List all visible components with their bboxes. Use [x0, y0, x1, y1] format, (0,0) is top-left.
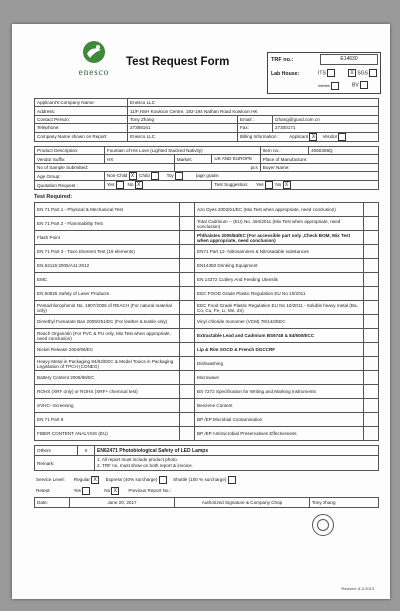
- test-left-label: Battery Content 2006/66/EC: [35, 371, 180, 385]
- test-right-label: EN 14372 Cutlery And Feeding Utensils: [195, 273, 364, 287]
- product-desc-value[interactable]: Fountain of His Love (Lighted Stacked Nativity): [104, 147, 260, 155]
- test-left-label: EN 71 Part 2 - Flammability Test: [35, 217, 180, 231]
- test-row: [35, 399, 379, 413]
- test-left-checkbox[interactable]: [180, 385, 195, 399]
- trf-box: [267, 52, 381, 94]
- suggest-no-checkbox[interactable]: X: [283, 181, 291, 189]
- signature-value[interactable]: Tony zhang: [310, 498, 379, 508]
- test-left-label: Dimethyl Fumarate Ban 2009/251/EC (For leather & textile only): [35, 315, 180, 329]
- test-row: [35, 301, 379, 315]
- tests-title: Test Required:: [34, 194, 73, 200]
- test-right-label: Azo Dyes 2002/61/EC (Mix Test when appropriate, need conclusion): [195, 203, 364, 217]
- logo-text: enesco: [78, 67, 110, 77]
- retest-row: Retest: Yes No X Previous Report No.:: [36, 488, 172, 494]
- test-left-label: EN 71 Part 9: [35, 413, 180, 427]
- test-right-label: Benzene Content: [195, 399, 364, 413]
- test-left-label: SVHC--Screening: [35, 399, 180, 413]
- fax-value[interactable]: 27300171: [273, 124, 379, 132]
- test-right-label: BP /EP Microbial Contamination: [195, 413, 364, 427]
- quotation-label: Quotation Request :: [35, 181, 105, 190]
- test-row: [35, 217, 379, 231]
- vendor-suffix-value[interactable]: HX: [104, 155, 174, 163]
- test-row: [35, 203, 379, 217]
- form-sheet: [12, 24, 390, 599]
- bv-checkbox[interactable]: [360, 81, 368, 89]
- test-left-checkbox[interactable]: [180, 399, 195, 413]
- test-right-label: EEC FOOD Grade Plastic Regulation EU No 10/2011: [195, 287, 364, 301]
- test-right-label: Microwave: [195, 371, 364, 385]
- test-right-checkbox[interactable]: [364, 371, 379, 385]
- test-row: [35, 371, 379, 385]
- others-value[interactable]: EN62471 Photobiological Safety of LED Lamps: [95, 446, 379, 456]
- others-checkbox[interactable]: X: [78, 446, 95, 456]
- date-table: [34, 497, 379, 508]
- test-left-label: EN 60825 Safety of Laser Products: [35, 287, 180, 301]
- test-left-label: EMC: [35, 273, 180, 287]
- tests-table: [34, 202, 379, 441]
- report-company-label: Company Name shown on Report:: [35, 132, 128, 141]
- test-left-label: FIBER CONTENT ANALYSIS (EU): [35, 427, 180, 441]
- quotation-options: Yes No X: [104, 181, 212, 190]
- test-left-checkbox[interactable]: [180, 427, 195, 441]
- test-left-label: Flash Point: [35, 231, 180, 245]
- test-left-label: Heavy Metal in Packaging 94/62/EEC & Model Toxics in Packaging Legislation of TPCH (CONEG): [35, 357, 180, 371]
- test-right-checkbox[interactable]: [364, 245, 379, 259]
- test-left-checkbox[interactable]: [180, 371, 195, 385]
- samples-label: No of Sample Submitted:: [35, 163, 175, 171]
- retest-no-checkbox[interactable]: X: [111, 487, 119, 495]
- test-row: [35, 357, 379, 371]
- toy-checkbox[interactable]: [175, 172, 183, 180]
- sgs-checkbox[interactable]: X: [348, 69, 356, 77]
- signature-label: Authorized Signature & Company Chop: [175, 498, 310, 508]
- test-right-checkbox[interactable]: [364, 357, 379, 371]
- test-left-checkbox[interactable]: [180, 301, 195, 315]
- intertek-option[interactable]: Intertek: [318, 82, 339, 90]
- others-table: [34, 445, 379, 471]
- test-row: [35, 329, 379, 343]
- test-right-label: Dishwashing: [195, 357, 364, 371]
- test-row: [35, 385, 379, 399]
- vendor-checkbox[interactable]: [338, 133, 346, 141]
- trf-label: TRF no.:: [271, 57, 294, 63]
- test-right-label: EN71 Part 12- Nitrosamines & Nitrosatable substances: [195, 245, 364, 259]
- test-right-label: EN14350 Drinking Equipment: [195, 259, 364, 273]
- address-label: Address:: [35, 107, 128, 115]
- test-row: [35, 231, 379, 245]
- logo-icon: [81, 39, 107, 65]
- address-value[interactable]: 11/F,HSH Kowloon Centre, 192-194 Nathan Road Kowloon HK: [128, 107, 379, 115]
- item-label: Item no.:: [260, 147, 308, 155]
- contact-label: Contact Person:: [35, 115, 128, 123]
- test-left-checkbox[interactable]: [180, 203, 195, 217]
- fax-label: Fax:: [238, 124, 273, 132]
- test-row: [35, 273, 379, 287]
- item-value[interactable]: 4060308Q: [309, 147, 379, 155]
- test-right-checkbox[interactable]: [364, 343, 379, 357]
- test-left-checkbox[interactable]: [180, 315, 195, 329]
- pcs-label: pcs: [174, 163, 260, 171]
- market-value[interactable]: UK AND EUROPE: [212, 155, 260, 163]
- sgs-checkbox-2[interactable]: [369, 69, 377, 77]
- test-left-checkbox[interactable]: [180, 217, 195, 231]
- test-right-checkbox[interactable]: [364, 259, 379, 273]
- suggestion-options: Test Suggestion: Yes No X: [212, 181, 379, 190]
- date-label: Date:: [35, 498, 70, 508]
- test-right-label: Extractable Lead and Cadmium BS6748 & 84/500/ECC: [195, 329, 364, 343]
- retest-yes-checkbox[interactable]: [82, 487, 90, 495]
- test-left-checkbox[interactable]: [180, 357, 195, 371]
- regular-checkbox[interactable]: X: [91, 476, 99, 484]
- email-label: Email :: [238, 115, 273, 123]
- company-value[interactable]: Enesco LLC: [128, 99, 379, 107]
- place-label: Place of Manufacture:: [260, 155, 378, 163]
- test-right-checkbox[interactable]: [364, 203, 379, 217]
- test-right-checkbox[interactable]: [364, 301, 379, 315]
- company-stamp: [312, 514, 334, 536]
- quote-yes-checkbox[interactable]: [116, 181, 124, 189]
- test-right-checkbox[interactable]: [364, 385, 379, 399]
- test-left-checkbox[interactable]: [180, 287, 195, 301]
- test-row: [35, 413, 379, 427]
- test-left-checkbox[interactable]: [180, 259, 195, 273]
- express-checkbox[interactable]: [159, 476, 167, 484]
- test-right-checkbox[interactable]: [364, 399, 379, 413]
- test-right-label: Lip & Rim SOCD & French DGCCRF: [195, 343, 364, 357]
- test-right-checkbox[interactable]: [364, 287, 379, 301]
- page-title: Test Request Form: [126, 56, 230, 68]
- remark-text: 1. All report must include product photo. 2. TRF no. must show on both report & invoice.: [95, 456, 379, 471]
- applicant-table: [34, 98, 379, 142]
- nonchild-checkbox[interactable]: X: [129, 172, 137, 180]
- test-left-label: Nickel Release 2004/96/EC: [35, 343, 180, 357]
- buyer-label: Buyer Name:: [260, 163, 378, 171]
- telephone-value[interactable]: 27368161: [128, 124, 238, 132]
- test-left-label: Pentachlorophenol No. 1907/2006 of REACH (For natural material only): [35, 301, 180, 315]
- service-level-row: Service Level: Regular X Express (40% surcharge) Shuttle (100 % surcharge): [36, 476, 236, 484]
- company-label: Applicant's Company Name:: [35, 99, 128, 107]
- test-row: [35, 343, 379, 357]
- test-left-checkbox[interactable]: [180, 245, 195, 259]
- billing-info: Billing Information : Applicant X Vendor: [238, 132, 379, 141]
- sgs-option[interactable]: X SGS: [348, 69, 377, 77]
- test-right-checkbox[interactable]: [364, 315, 379, 329]
- email-value[interactable]: tzhang@gund.com.cn: [273, 115, 379, 123]
- date-value[interactable]: June 20, 2017: [70, 498, 175, 508]
- test-right-checkbox[interactable]: [364, 231, 379, 245]
- test-left-checkbox[interactable]: [180, 231, 195, 245]
- product-desc-label: Product Description:: [35, 147, 105, 155]
- quote-no-checkbox[interactable]: X: [135, 181, 143, 189]
- child-checkbox[interactable]: [151, 172, 159, 180]
- test-right-checkbox[interactable]: [364, 427, 379, 441]
- contact-value[interactable]: Tony Zhang: [128, 115, 238, 123]
- enesco-logo: [64, 39, 124, 89]
- test-row: [35, 427, 379, 441]
- age-group-options: Non-Child X Child Toy (age grade:: [104, 172, 378, 181]
- test-right-label: BP /EP Antimicrobial Preservatives Effectiveness: [195, 427, 364, 441]
- test-right-label: Total Cadmium -- (EU) No. 494/2011 (Mix Test when appropriate, need conclusion): [195, 217, 364, 231]
- remark-label: Remark:: [35, 456, 95, 471]
- vendor-suffix-label: Vendor Suffix:: [35, 155, 105, 163]
- test-row: [35, 287, 379, 301]
- test-right-label: EEC Food Grade Plastic Regulation EU No 10/2011 - Soluble heavy metal (Ba, Co, Cu, Fe, Li, Mn, Zn): [195, 301, 364, 315]
- test-left-checkbox[interactable]: [180, 343, 195, 357]
- test-left-label: EN 62115:2005/A11:2012: [35, 259, 180, 273]
- test-left-checkbox[interactable]: [180, 273, 195, 287]
- test-right-label: Vinyl chloride monomer (VCM) 78/142/EEC: [195, 315, 364, 329]
- test-left-label: Reach Organotin (For PVC & PU only, Mix Test when appropriate, need conclusion): [35, 329, 180, 343]
- test-right-checkbox[interactable]: [364, 217, 379, 231]
- trf-number: E14630: [320, 54, 378, 65]
- test-right-checkbox[interactable]: [364, 273, 379, 287]
- product-table: [34, 146, 379, 190]
- others-label: Others: [35, 446, 78, 456]
- applicant-checkbox[interactable]: X: [309, 133, 317, 141]
- telephone-label: Telephone:: [35, 124, 128, 132]
- shuttle-checkbox[interactable]: [228, 476, 236, 484]
- test-row: [35, 245, 379, 259]
- intertek-checkbox[interactable]: [331, 82, 339, 90]
- test-left-checkbox[interactable]: [180, 329, 195, 343]
- test-right-label: BS 7272 Specification for Writing and Marking Instruments: [195, 385, 364, 399]
- test-row: [35, 259, 379, 273]
- market-label: Market:: [174, 155, 212, 163]
- test-left-checkbox[interactable]: [180, 413, 195, 427]
- suggest-yes-checkbox[interactable]: [265, 181, 273, 189]
- lab-house-label: Lab House:: [271, 71, 300, 77]
- revision-note: Revised: 6-3-2013: [341, 586, 374, 591]
- its-checkbox[interactable]: [327, 69, 335, 77]
- its-option[interactable]: ITS: [318, 69, 335, 77]
- test-row: [35, 315, 379, 329]
- test-right-checkbox[interactable]: [364, 413, 379, 427]
- test-left-label: EN 71 Part 1 - Physical & Mechanical Test: [35, 203, 180, 217]
- bv-option[interactable]: BV: [352, 81, 368, 89]
- test-right-label: Phthalates 2005/84/EC (For accessible part only ,Check BOM, Mix Test when appropriate, need conclusion): [195, 231, 364, 245]
- report-company-value[interactable]: Enesco LLC: [128, 132, 238, 141]
- test-left-label: ROHS (XRF only) or ROHS (XRF+ chemical test): [35, 385, 180, 399]
- age-group-label: Age Group:: [35, 172, 105, 181]
- test-right-checkbox[interactable]: [364, 329, 379, 343]
- test-left-label: EN 71 Part 3 - Toxic Element Test (19 elements): [35, 245, 180, 259]
